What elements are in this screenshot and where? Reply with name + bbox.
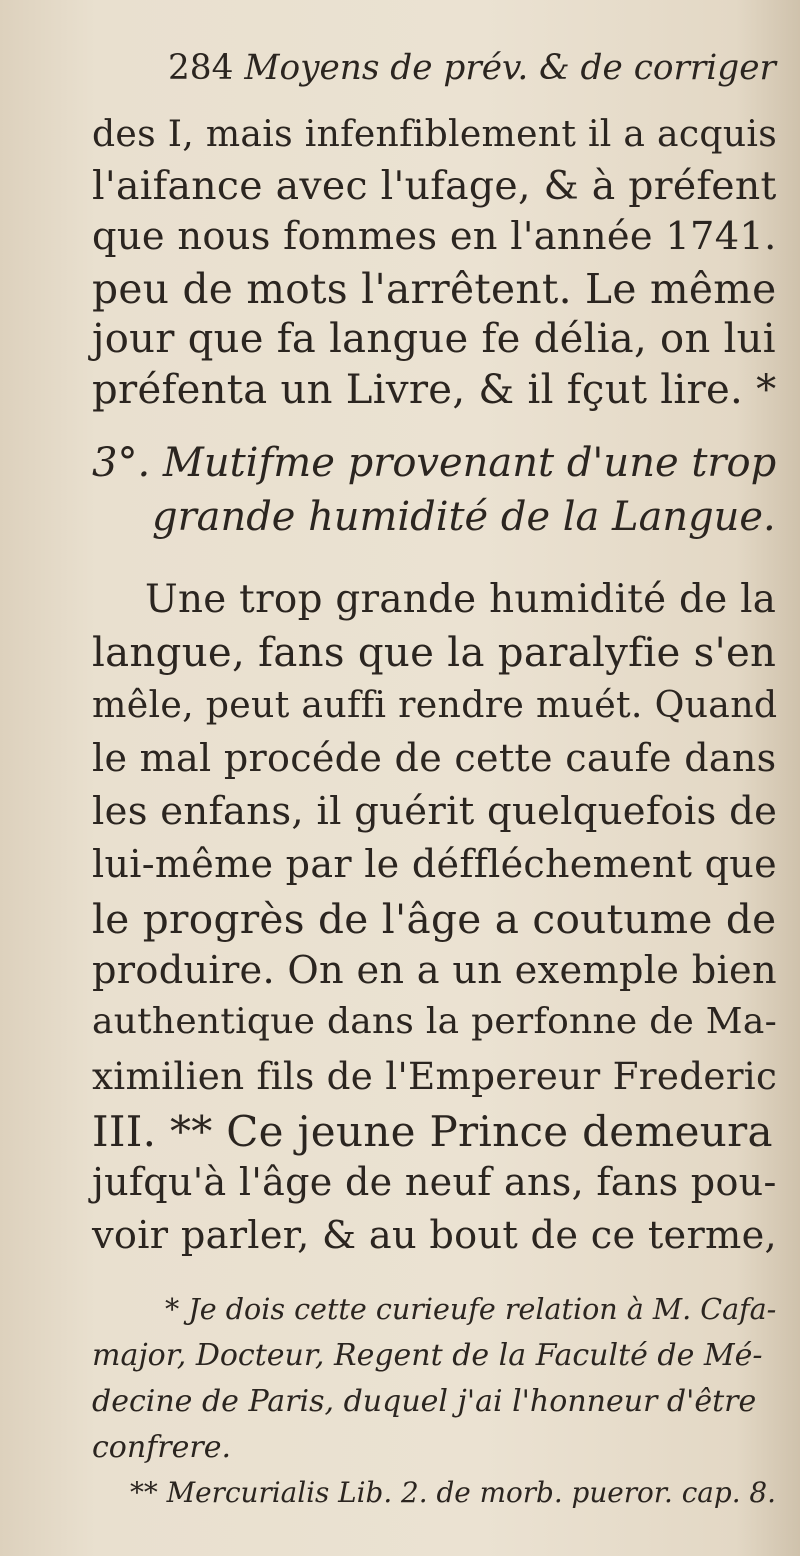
text-line: que nous fommes en l'année 1741. <box>92 214 777 259</box>
text-line: des I, mais infenfiblement il a acquis <box>92 112 778 155</box>
page-number: 284 <box>168 48 234 88</box>
text-line: produire. On en a un exemple bien <box>92 948 777 993</box>
text-line: Une trop grande humidité de la <box>145 577 777 622</box>
text-line: jour que fa langue fe délia, on lui <box>92 316 776 362</box>
text-line: l'aifance avec l'ufage, & à préfent <box>92 163 777 209</box>
text-line: peu de mots l'arrêtent. Le même <box>92 265 777 313</box>
running-title: Moyens de prév. & de corriger <box>244 48 776 88</box>
text-line: le progrès de l'âge a coutume de <box>92 895 777 943</box>
text-line: lui-même par le déffléchement que <box>92 842 777 886</box>
text-line: le mal procéde de cette caufe dans <box>92 736 777 780</box>
text-line: les enfans, il guérit quelquefois de <box>92 789 778 834</box>
heading-line: 3°. Mutifme provenant d'une trop <box>92 440 777 486</box>
footnote-line: * Je dois cette curieufe relation à M. Cafa- <box>165 1292 777 1326</box>
text-line: ximilien fils de l'Empereur Frederic <box>92 1054 778 1098</box>
heading-line: grande humidité de la Langue. <box>152 494 776 540</box>
text-line: jufqu'à l'âge de neuf ans, fans pou- <box>92 1160 777 1204</box>
text-line: voir parler, & au bout de ce terme, <box>92 1213 777 1258</box>
footnote-line: major, Docteur, Regent de la Faculté de Mé- <box>92 1338 763 1373</box>
text-line: langue, fans que la paralyfie s'en <box>92 630 777 676</box>
footnote-line: ** Mercurialis Lib. 2. de morb. pueror. cap. 8. <box>130 1476 776 1509</box>
text-line: préfenta un Livre, & il fçut lire. * <box>92 367 777 413</box>
footnote-line: decine de Paris, duquel j'ai l'honneur d'être <box>92 1384 757 1419</box>
text-line: authentique dans la perfonne de Ma- <box>92 1001 778 1042</box>
text-line: mêle, peut auffi rendre muét. Quand <box>92 683 778 726</box>
running-header <box>168 48 776 88</box>
text-line: III. ** Ce jeune Prince demeura <box>92 1107 773 1156</box>
footnote-line: confrere. <box>92 1430 232 1465</box>
